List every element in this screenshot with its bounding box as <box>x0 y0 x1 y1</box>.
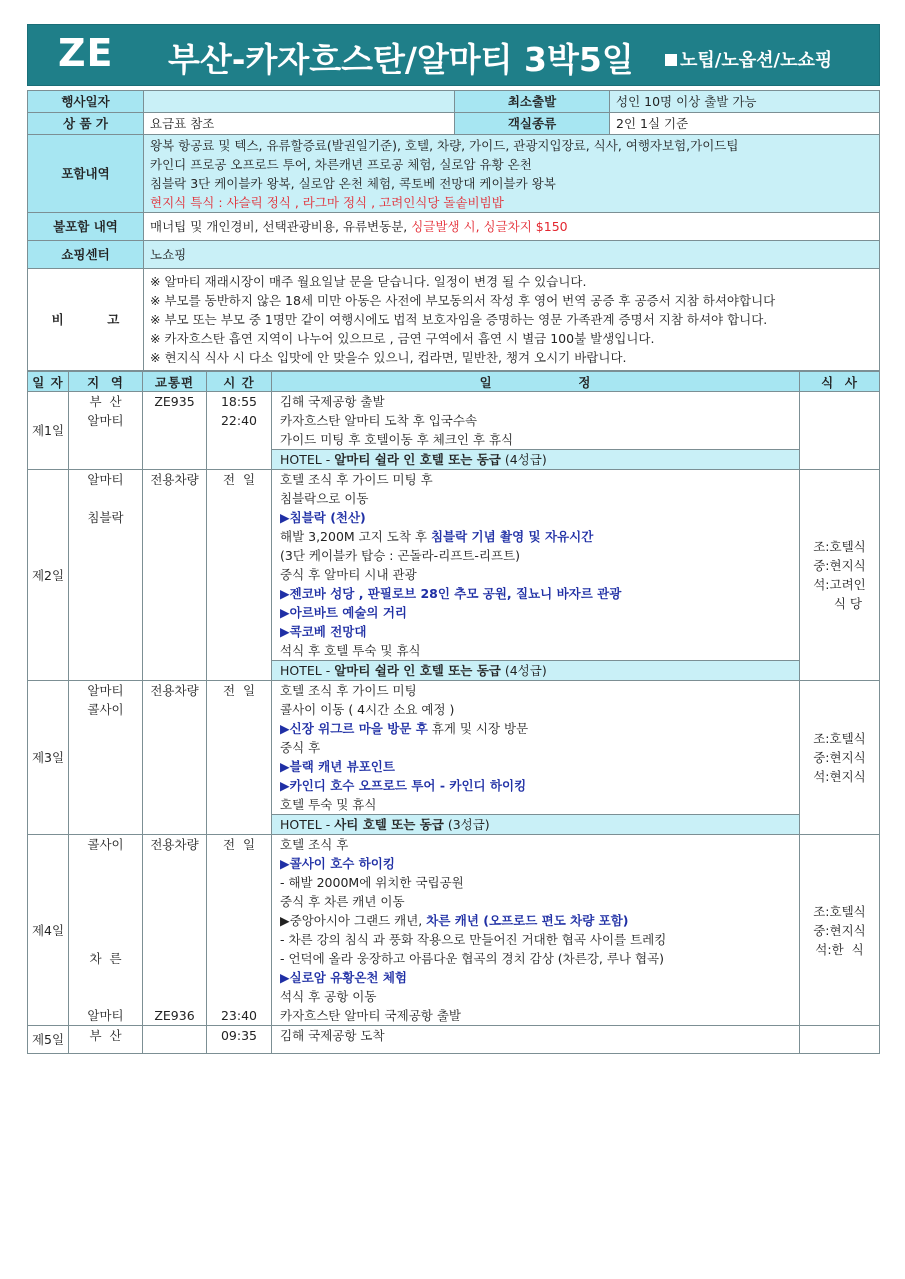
included-value <box>144 135 880 213</box>
itinerary-text: 석식 후 공항 이동 <box>280 989 377 1004</box>
itinerary-line <box>280 584 796 603</box>
time-cell-line: 18:55 <box>220 394 258 409</box>
itinerary-line <box>280 930 796 949</box>
meal-line: 조:호텔식 <box>813 539 866 554</box>
time-cell <box>207 392 272 470</box>
region-cell-line <box>72 911 139 930</box>
itinerary-text: 카자흐스탄 알마티 도착 후 입국수속 <box>280 413 478 428</box>
shopping-value: 노쇼핑 <box>144 241 880 269</box>
notes-value <box>144 269 880 371</box>
region-cell-line: 콜사이 <box>87 837 124 852</box>
transport-cell-line: 전용차량 <box>150 683 199 698</box>
itinerary-text: 김해 국제공항 출발 <box>280 394 385 409</box>
itinerary-text: - 차른 강의 침식 과 풍화 작용으로 만들어진 거대한 협곡 사이를 트레킹 <box>280 932 667 947</box>
itinerary-text: - 해발 2000M에 위치한 국립공원 <box>280 875 464 890</box>
itinerary-line <box>280 527 796 546</box>
region-cell-line <box>72 873 139 892</box>
meal-cell <box>800 835 880 1026</box>
region-cell-line: 콜사이 <box>87 702 124 717</box>
region-cell-line <box>72 565 139 584</box>
note-line: ※ 카자흐스탄 흡연 지역이 나누어 있으므로 , 금연 구역에서 흡연 시 별금 100불 발생입니다. <box>150 331 655 346</box>
itinerary-text: 호텔 조식 후 가이드 미팅 <box>280 683 417 698</box>
itinerary-text: ▶젠코바 성당 , 판필로브 28인 추모 공원, 질뇨니 바자르 관광 <box>280 586 622 601</box>
transport-cell-line <box>146 873 203 892</box>
tour-tags <box>665 46 832 72</box>
time-cell-line <box>210 892 268 911</box>
itinerary-cell <box>272 1026 800 1054</box>
itinerary-line <box>280 681 796 700</box>
single-charge-text: 싱글발생 시, 싱글차지 $150 <box>411 219 568 234</box>
col-transport: 교통편 <box>143 372 207 392</box>
meal-line: 조:호텔식 <box>813 903 866 919</box>
meal-cell <box>800 392 880 470</box>
region-cell-line <box>72 854 139 873</box>
included-line: 왕복 항공료 및 텍스, 유류할증료(발권일기준), 호텔, 차량, 가이드, 관광지입장료, 식사, 여행자보험,가이드팁 <box>150 137 739 153</box>
notes-label: 비 고 <box>28 269 144 371</box>
hotel-bold: 사티 호텔 또는 동급 <box>334 817 444 832</box>
itinerary-sheet <box>27 24 880 1054</box>
itinerary-text: 호텔 조식 후 가이드 미팅 후 <box>280 472 433 487</box>
schedule-table <box>27 371 880 1054</box>
time-cell-line: 23:40 <box>220 1008 258 1023</box>
region-cell-line: 침블락 <box>87 510 124 525</box>
time-cell-line <box>210 949 268 968</box>
itinerary-cell <box>272 470 800 681</box>
region-cell-line <box>72 641 139 660</box>
region-cell-line: 알마티 <box>87 413 124 428</box>
hotel-prefix: HOTEL - <box>280 452 335 467</box>
itinerary-line <box>280 1026 796 1045</box>
itinerary-line <box>280 987 796 1006</box>
included-label: 포함내역 <box>28 135 144 213</box>
price-label: 상 품 가 <box>28 113 144 135</box>
transport-cell <box>143 470 207 681</box>
itinerary-text: 석식 후 호텔 투숙 및 휴식 <box>280 643 421 658</box>
itinerary-text: ▶신장 위그르 마을 방문 후 <box>280 721 428 736</box>
meal-list <box>803 537 876 613</box>
itinerary-text: 호텔 투숙 및 휴식 <box>280 797 377 812</box>
date-label: 행사일자 <box>28 91 144 113</box>
col-meal: 식 사 <box>800 372 880 392</box>
itinerary-text: ▶침블락 (천산) <box>280 510 366 525</box>
time-cell-line: 09:35 <box>220 1028 258 1043</box>
transport-cell-line <box>146 911 203 930</box>
itinerary-text: 해발 3,200M 고지 도착 후 <box>280 529 431 544</box>
included-special-meals: 현지식 특식 : 샤슬릭 정식 , 라그마 정식 , 고려인식당 돌솥비빔밥 <box>150 194 504 210</box>
price-value: 요금표 참조 <box>144 113 455 135</box>
region-cell <box>69 470 143 681</box>
transport-cell <box>143 835 207 1026</box>
itinerary-text: ▶아르바트 예술의 거리 <box>280 605 407 620</box>
transport-cell-line <box>146 411 203 430</box>
itinerary-line <box>280 911 796 930</box>
min-departure-value: 성인 10명 이상 출발 가능 <box>610 91 880 113</box>
itinerary-text: 중식 후 알마티 시내 관광 <box>280 567 417 582</box>
region-cell-line <box>72 930 139 949</box>
region-cell-line: 부 산 <box>89 394 122 409</box>
hotel-prefix: HOTEL - <box>280 817 335 832</box>
itinerary-line <box>280 738 796 757</box>
hotel-suffix: (4성급) <box>500 663 547 678</box>
itinerary-line <box>280 854 796 873</box>
tour-title: 부산-카자흐스탄/알마티 3박5일 <box>168 40 634 79</box>
itinerary-line <box>280 411 796 430</box>
region-cell-line: 알마티 <box>87 683 124 698</box>
transport-cell-line <box>146 1026 203 1045</box>
itinerary-line <box>280 470 796 489</box>
itinerary-text: ▶콜사이 호수 하이킹 <box>280 856 395 871</box>
note-line: ※ 부모를 동반하지 않은 18세 미만 아동은 사전에 부모동의서 작성 후 영어 번역 공증 후 공증서 지참 하셔야합니다 <box>150 293 776 308</box>
time-cell-line: 전 일 <box>222 837 256 852</box>
time-cell <box>207 1026 272 1054</box>
region-cell <box>69 392 143 470</box>
time-cell-line <box>210 911 268 930</box>
hotel-prefix: HOTEL - <box>280 663 335 678</box>
transport-cell-line <box>146 987 203 1006</box>
region-cell-line: 알마티 <box>87 1008 124 1023</box>
time-cell-line <box>210 873 268 892</box>
time-cell-line: 22:40 <box>220 413 258 428</box>
min-departure-label: 최소출발 <box>455 91 610 113</box>
itinerary-line <box>280 968 796 987</box>
region-cell-line <box>72 489 139 508</box>
meal-cell <box>800 1026 880 1054</box>
itinerary-line <box>280 641 796 660</box>
note-line: ※ 알마티 재래시장이 매주 월요일날 문을 닫습니다. 일정이 변경 될 수 있습니다. <box>150 274 587 289</box>
day-row <box>28 835 880 1026</box>
note-line: ※ 현지식 식사 시 다소 입맛에 안 맞을수 있으니, 컵라면, 밑반찬, 챙겨 오시기 바랍니다. <box>150 350 627 365</box>
itinerary-cell <box>272 835 800 1026</box>
region-cell <box>69 1026 143 1054</box>
meal-line: 식 당 <box>833 596 862 611</box>
transport-cell <box>143 392 207 470</box>
day-row <box>28 1026 880 1054</box>
meal-cell <box>800 681 880 835</box>
meal-line: 석:현지식 <box>813 769 866 784</box>
day-row <box>28 470 880 681</box>
itinerary-text: 중식 후 <box>280 740 321 755</box>
time-cell-line: 전 일 <box>222 683 256 698</box>
itinerary-line <box>280 795 796 814</box>
itinerary-line <box>280 546 796 565</box>
itinerary-text: 가이드 미팅 후 호텔이동 후 체크인 후 휴식 <box>280 432 514 447</box>
meal-list <box>803 902 876 959</box>
itinerary-line <box>280 565 796 584</box>
col-time: 시 간 <box>207 372 272 392</box>
itinerary-line <box>280 392 796 411</box>
col-day: 일 자 <box>28 372 69 392</box>
time-cell-line: 전 일 <box>222 472 256 487</box>
itinerary-cell <box>272 392 800 470</box>
itinerary-text: ▶블랙 캐년 뷰포인트 <box>280 759 395 774</box>
meal-line: 중:현지식 <box>813 750 866 765</box>
day-cell: 제5일 <box>28 1026 69 1054</box>
transport-cell-line <box>146 892 203 911</box>
hotel-line <box>272 449 799 469</box>
day-cell: 제4일 <box>28 835 69 1026</box>
region-cell-line <box>72 527 139 546</box>
transport-cell-line: ZE935 <box>154 394 195 409</box>
included-line: 카인디 프로공 오프로드 투어, 차른캐년 프로공 체험, 실로암 유황 온천 <box>150 156 532 172</box>
meal-line: 석:고려인 <box>813 577 866 592</box>
meal-cell <box>800 470 880 681</box>
shopping-label: 쇼핑센터 <box>28 241 144 269</box>
time-cell <box>207 681 272 835</box>
transport-cell-line <box>146 930 203 949</box>
time-cell-line <box>210 449 268 468</box>
itinerary-text: 카자흐스탄 알마티 국제공항 출발 <box>280 1008 461 1023</box>
transport-cell-line: 전용차량 <box>150 837 199 852</box>
day-cell: 제3일 <box>28 681 69 835</box>
transport-cell-line <box>146 949 203 968</box>
itinerary-text: 침블락으로 이동 <box>280 491 369 506</box>
region-cell-line <box>72 892 139 911</box>
region-cell-line <box>72 987 139 1006</box>
itinerary-text: ▶실로암 유황온천 체험 <box>280 970 407 985</box>
itinerary-line <box>280 489 796 508</box>
title-banner <box>27 24 880 86</box>
time-cell-line <box>210 930 268 949</box>
col-region: 지 역 <box>69 372 143 392</box>
hotel-bold: 알마티 쉴라 인 호텔 또는 동급 <box>334 452 501 467</box>
transport-cell-line: ZE936 <box>154 1008 195 1023</box>
room-value: 2인 1실 기준 <box>610 113 880 135</box>
region-cell-line <box>72 449 139 468</box>
included-line: 침블락 3단 케이블카 왕복, 실로암 온천 체험, 콕토베 전망대 케이블카 왕복 <box>150 175 556 191</box>
region-cell-line: 차 른 <box>89 951 122 966</box>
region-cell-line: 부 산 <box>89 1028 122 1043</box>
meal-list <box>803 729 876 786</box>
col-itinerary: 일 정 <box>272 372 800 392</box>
itinerary-line <box>280 892 796 911</box>
itinerary-line <box>280 835 796 854</box>
itinerary-highlight: 침블락 기념 촬영 및 자유시간 <box>430 529 594 544</box>
itinerary-line <box>280 622 796 641</box>
itinerary-line <box>280 776 796 795</box>
itinerary-text: 중식 후 차른 캐년 이동 <box>280 894 405 909</box>
transport-cell <box>143 681 207 835</box>
itinerary-text: - 언덕에 올라 웅장하고 아름다운 협곡의 경치 감상 (차른강, 루나 협곡) <box>280 951 664 966</box>
meal-line: 조:호텔식 <box>813 731 866 746</box>
itinerary-text: 콜사이 이동 ( 4시간 소요 예정 ) <box>280 702 455 717</box>
region-cell-line <box>72 603 139 622</box>
itinerary-text: ▶콕코베 전망대 <box>280 624 367 639</box>
time-cell-line <box>210 968 268 987</box>
itinerary-line <box>280 1006 796 1025</box>
time-cell-line <box>210 987 268 1006</box>
excluded-value <box>144 213 880 241</box>
transport-cell-line <box>146 430 203 449</box>
meal-line: 중:현지식 <box>813 558 866 573</box>
region-cell-line: 알마티 <box>87 472 124 487</box>
region-cell-line <box>72 584 139 603</box>
transport-cell-line <box>146 968 203 987</box>
region-cell-line <box>72 968 139 987</box>
meal-line: 석:한 식 <box>815 941 864 957</box>
day-row <box>28 392 880 470</box>
itinerary-line <box>280 603 796 622</box>
airline-code: ZE <box>58 31 114 75</box>
itinerary-highlight: 차른 캐년 (오프로드 편도 차량 포함) <box>426 913 629 928</box>
hotel-line <box>272 814 799 834</box>
itinerary-tail: 휴게 및 시장 방문 <box>427 721 529 736</box>
itinerary-cell <box>272 681 800 835</box>
transport-cell-line <box>146 854 203 873</box>
hotel-line <box>272 660 799 680</box>
day-cell: 제1일 <box>28 392 69 470</box>
itinerary-line <box>280 757 796 776</box>
itinerary-text: (3단 케이블카 탑승 : 곤돌라-리프트-리프트) <box>280 548 521 563</box>
hotel-bold: 알마티 쉴라 인 호텔 또는 동급 <box>334 663 501 678</box>
itinerary-line <box>280 949 796 968</box>
itinerary-line <box>280 430 796 449</box>
region-cell-line <box>72 622 139 641</box>
itinerary-text: 호텔 조식 후 <box>280 837 349 852</box>
hotel-suffix: (3성급) <box>443 817 490 832</box>
time-cell-line <box>210 430 268 449</box>
region-cell <box>69 835 143 1026</box>
itinerary-text: 김해 국제공항 도착 <box>280 1028 385 1043</box>
day-row <box>28 681 880 835</box>
region-cell-line <box>72 430 139 449</box>
time-cell <box>207 835 272 1026</box>
room-label: 객실종류 <box>455 113 610 135</box>
excluded-text: 매너팁 및 개인경비, 선택관광비용, 유류변동분, <box>150 219 412 234</box>
region-cell-line <box>72 660 139 679</box>
info-table <box>27 90 880 371</box>
time-cell <box>207 470 272 681</box>
transport-cell-line: 전용차량 <box>150 472 199 487</box>
itinerary-line <box>280 700 796 719</box>
region-cell <box>69 681 143 835</box>
excluded-label: 불포함 내역 <box>28 213 144 241</box>
tour-tags-text: 노팁/노옵션/노쇼핑 <box>680 50 833 71</box>
note-line: ※ 부모 또는 부모 중 1명만 같이 여행시에도 법적 보호자임을 증명하는 영문 가족관계 증명서 지참 하셔야 합니다. <box>150 312 768 327</box>
meal-line: 중:현지식 <box>813 922 866 938</box>
transport-cell <box>143 1026 207 1054</box>
transport-cell-line <box>146 449 203 468</box>
itinerary-text: ▶중앙아시아 그랜드 캐년, <box>280 913 427 928</box>
itinerary-line <box>280 719 796 738</box>
time-cell-line <box>210 854 268 873</box>
date-value <box>144 91 455 113</box>
region-cell-line <box>72 546 139 565</box>
hotel-suffix: (4성급) <box>500 452 547 467</box>
itinerary-line <box>280 508 796 527</box>
day-cell: 제2일 <box>28 470 69 681</box>
itinerary-text: ▶카인디 호수 오프로드 투어 - 카인디 하이킹 <box>280 778 527 793</box>
square-bullet-icon <box>665 54 677 66</box>
itinerary-line <box>280 873 796 892</box>
